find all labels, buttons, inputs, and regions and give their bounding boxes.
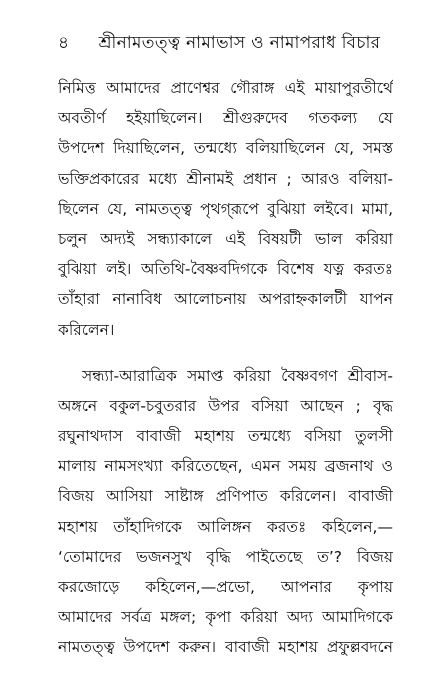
text-line: অঙ্গনে বকুল-চবুতরার উপর বসিয়া আছেন ; বৃদ্ধ	[58, 396, 393, 415]
paragraph-2	[58, 361, 393, 663]
text-line: নিমিত্ত আমাদের প্রাণেশ্বর গৌরাঙ্গ এই মায়াপুরতীর্থে	[58, 79, 393, 97]
text-line: নামতত্ত্ব উপদেশ করুন। বাবাজী মহাশয় প্রফুল্লবদনে	[58, 638, 393, 657]
text-line: করজোড়ে কহিলেন,—প্রভো, আপনার কৃপায়	[58, 578, 393, 596]
text-line: মালায় নামসংখ্যা করিতেছেন, এমন সময় ব্রজনাথ ও	[58, 457, 393, 476]
text-line: অবতীর্ণ হইয়াছিলেন। শ্রীগুরুদেব গতকল্য যে	[58, 109, 393, 128]
text-line: ভক্তিপ্রকারের মধ্যে শ্রীনামই প্রধান ; আরও বলিয়া-	[58, 169, 393, 188]
text-line: করিলেন।	[58, 320, 115, 339]
text-line: বিজয় আসিয়া সাষ্টাঙ্গ প্রণিপাত করিলেন। বাবাজী	[58, 487, 393, 506]
text-line: ছিলেন যে, নামতত্ত্ব পৃথগ্‌রূপে বুঝিয়া লইবে। মামা,	[58, 199, 393, 218]
body-text	[58, 73, 393, 663]
text-line: বুঝিয়া লই। অতিথি-বৈষ্ণবদিগকে বিশেষ যত্ন করতঃ	[58, 260, 393, 279]
text-line: ‘তোমাদের ভজনসুখ বৃদ্ধি পাইতেছে ত’? বিজয়	[58, 547, 393, 566]
text-line: উপদেশ দিয়াছিলেন, তন্মধ্যে বলিয়াছিলেন যে, সমস্ত	[58, 139, 393, 158]
text-line: মহাশয় তাঁহাদিগকে আলিঙ্গন করতঃ কহিলেন,—	[58, 517, 393, 536]
page-header	[58, 30, 393, 54]
text-line: রঘুনাথদাস বাবাজী মহাশয় তন্মধ্যে বসিয়া তুলসী	[58, 427, 393, 446]
page-number: ৪	[58, 33, 70, 53]
text-line: তাঁহারা নানাবিধ আলোচনায় অপরাহ্নকালটী যাপন	[58, 290, 393, 309]
text-line: সন্ধ্যা-আরাত্রিক সমাপ্ত করিয়া বৈষ্ণবগণ শ্রীবাস-	[82, 366, 393, 385]
paragraph-1	[58, 73, 393, 345]
text-line: চলুন অদ্যই সন্ধ্যাকালে এই বিষয়টী ভাল করিয়া	[58, 229, 393, 248]
running-title: শ্রীনামতত্ত্ব নামাভাস ও নামাপরাধ বিচার	[98, 33, 381, 53]
text-line: আমাদের সর্বত্র মঙ্গল; কৃপা করিয়া অদ্য আমাদিগকে	[58, 608, 393, 627]
